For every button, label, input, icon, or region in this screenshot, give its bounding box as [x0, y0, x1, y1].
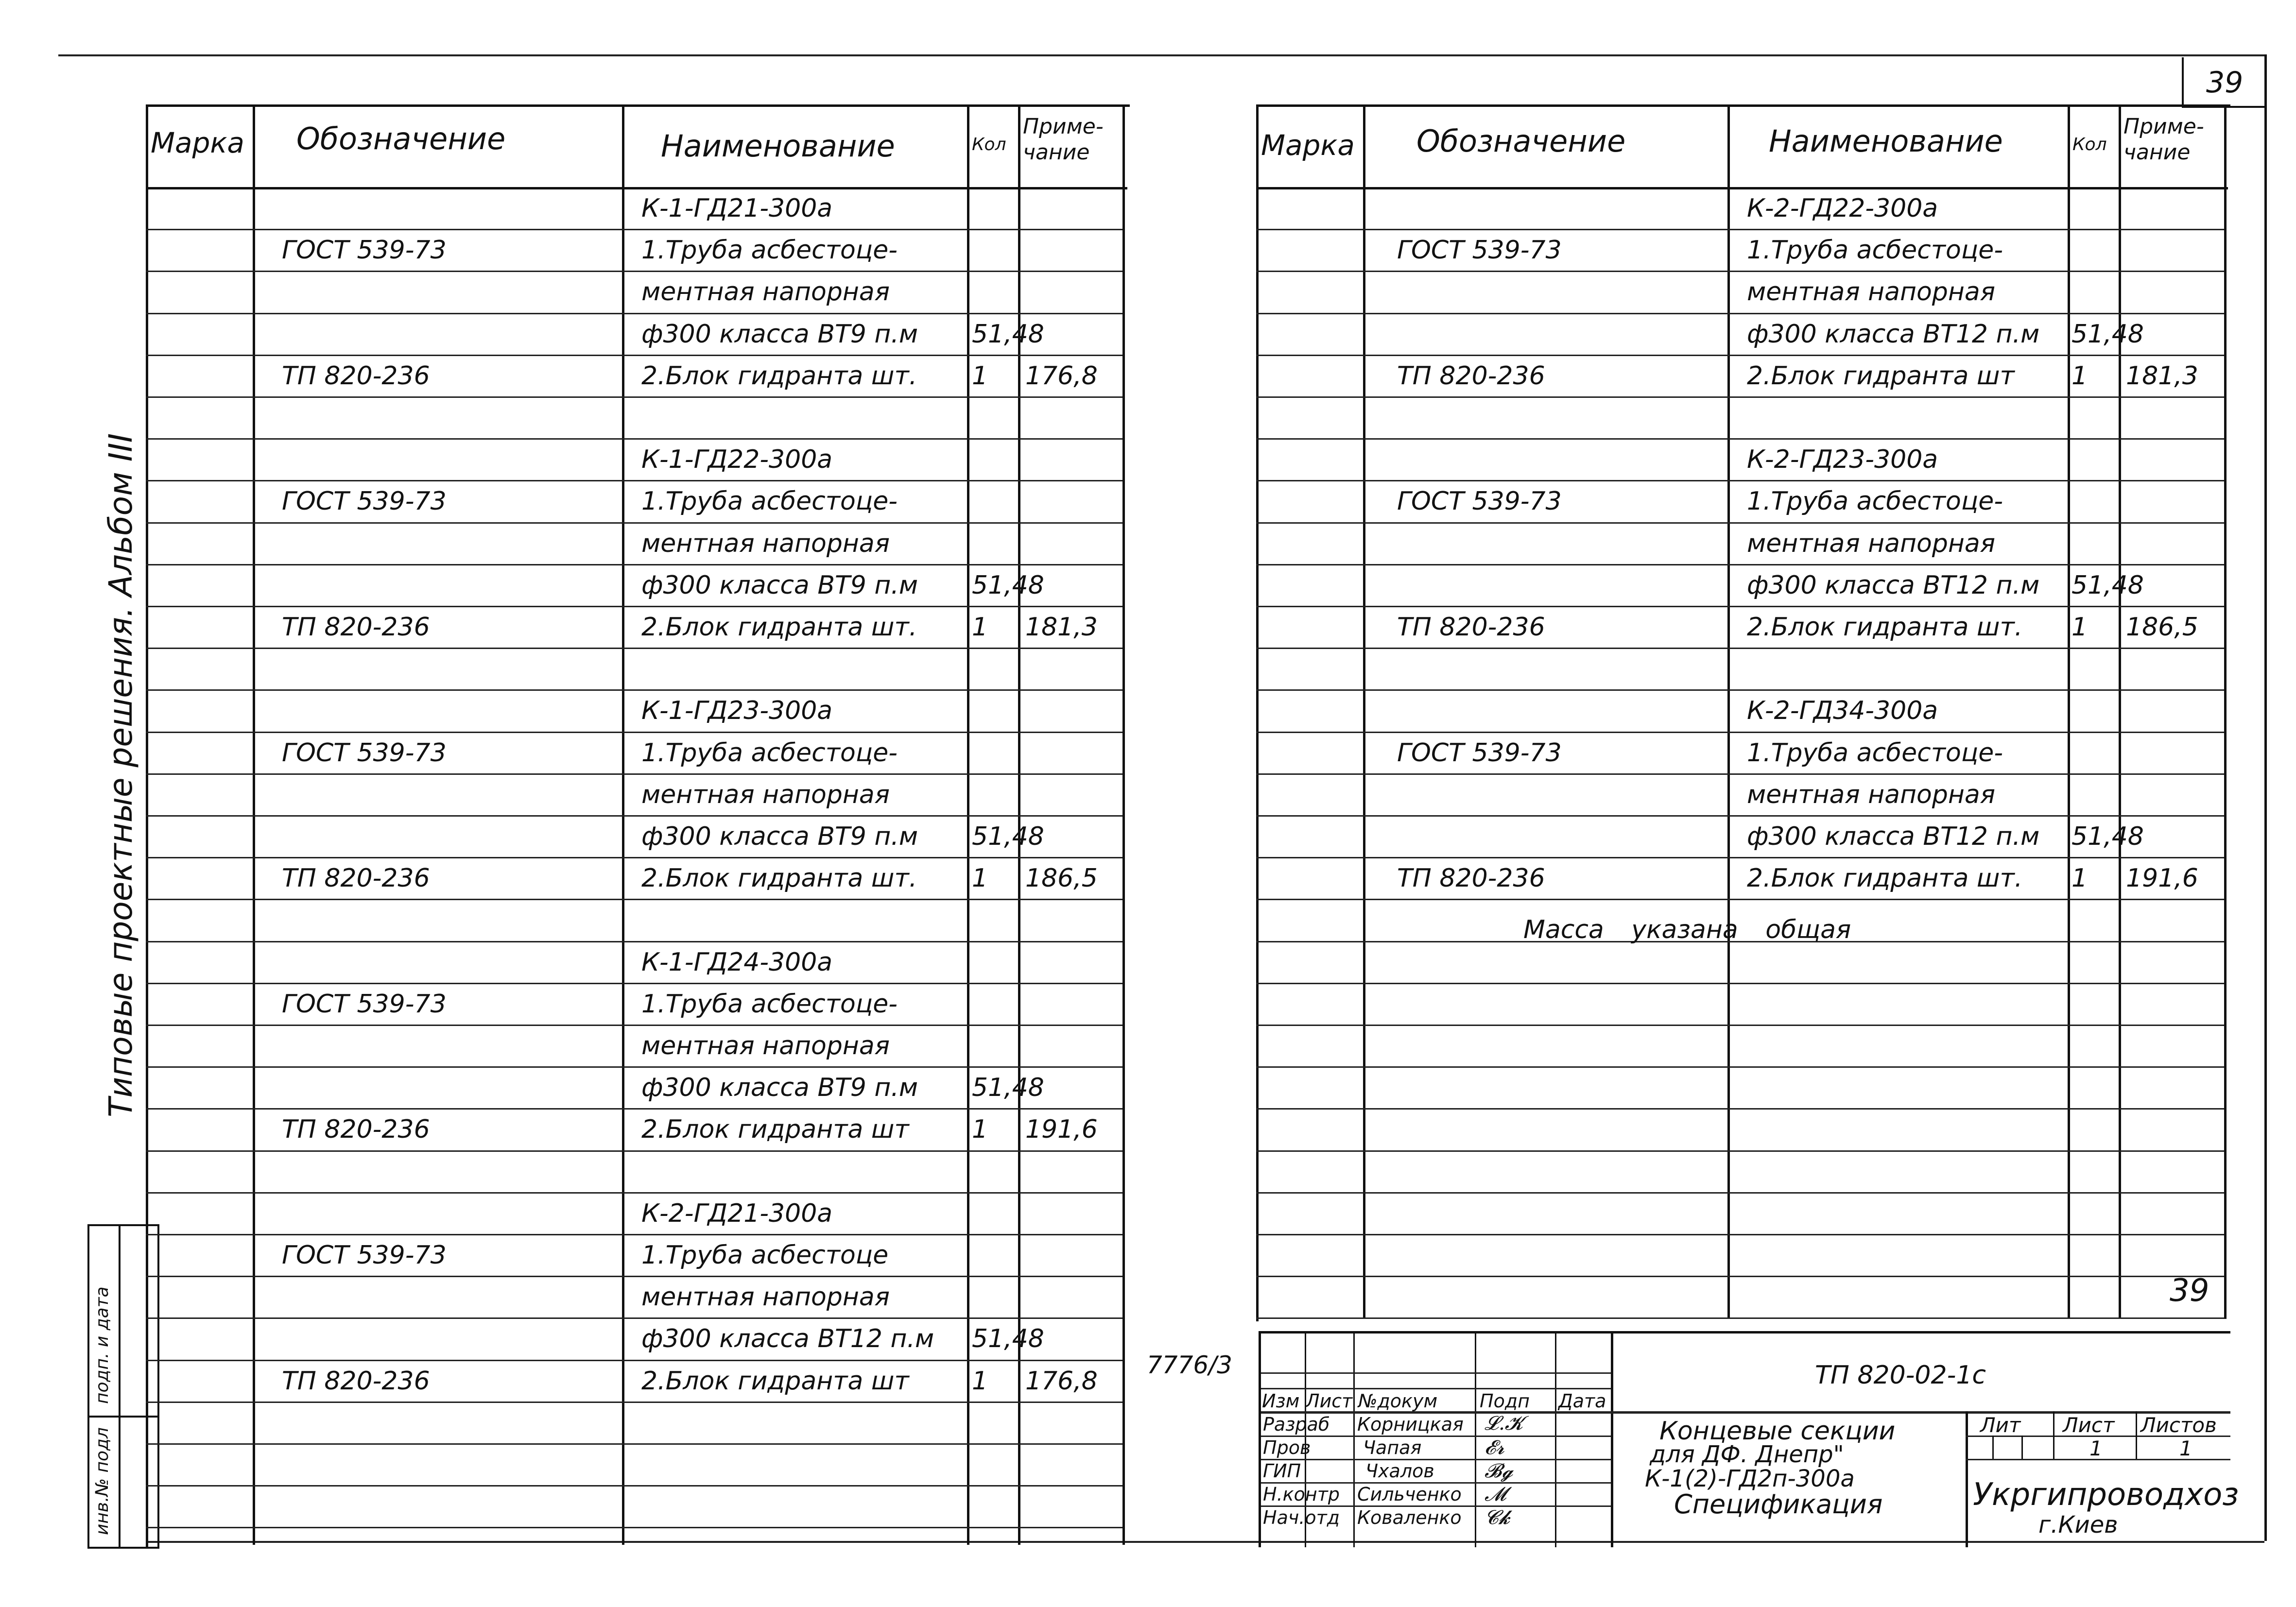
- left-row-line: [146, 1402, 1122, 1403]
- left-qty-cell: 1: [972, 361, 988, 391]
- side-stamp-label-inv: инв.№ подл: [92, 1427, 112, 1535]
- left-name-cell: ф300 класса ВТ9 п.м: [641, 570, 918, 600]
- right-designation-cell: ТП 820-236: [1397, 361, 1545, 391]
- left-row-line: [146, 983, 1122, 984]
- left-name-cell: К-2-ГД21-300а: [641, 1198, 833, 1228]
- signature-3: 𝓑𝓰: [1485, 1460, 1513, 1482]
- left-header-marka: Марка: [151, 126, 244, 159]
- left-row-line: [146, 1108, 1122, 1110]
- right-name-cell: 2.Блок гидранта шт.: [1747, 613, 2023, 642]
- left-name-cell: ментная напорная: [641, 277, 890, 307]
- title-block: [1259, 1331, 2239, 1547]
- right-header-note: Приме- чание: [2123, 114, 2204, 165]
- left-row-line: [146, 857, 1122, 858]
- left-name-cell: 2.Блок гидранта шт.: [641, 864, 917, 893]
- left-row-line: [146, 1443, 1122, 1445]
- right-name-cell: ф300 класса ВТ12 п.м: [1747, 319, 2040, 349]
- right-row-line: [1256, 689, 2224, 691]
- right-row-line: [1256, 522, 2224, 524]
- right-header-designation: Обозначение: [1416, 123, 1626, 159]
- left-name-cell: ментная напорная: [641, 1031, 890, 1060]
- left-qty-cell: 1: [972, 613, 988, 642]
- role-checker: Пров: [1263, 1437, 1311, 1458]
- left-name-cell: 2.Блок гидранта шт.: [641, 361, 917, 391]
- right-spec-table: [1256, 104, 2228, 1319]
- right-designation-cell: ГОСТ 539-73: [1397, 236, 1562, 265]
- right-row-line: [1256, 857, 2224, 858]
- right-note-cell: 181,3: [2126, 361, 2198, 391]
- left-qty-cell: 1: [972, 1366, 988, 1396]
- right-qty-cell: 1: [2072, 613, 2088, 642]
- side-stamp-label-sign: подп. и дата: [92, 1286, 112, 1404]
- right-row-line: [1256, 1192, 2224, 1194]
- right-row-line: [1256, 1108, 2224, 1110]
- right-row-line: [1256, 229, 2224, 230]
- signature-4: 𝓜: [1485, 1483, 1506, 1505]
- left-row-line: [146, 1527, 1122, 1528]
- left-row-line: [146, 396, 1122, 398]
- name-dept-head: Коваленко: [1357, 1507, 1462, 1528]
- right-row-line: [1256, 1150, 2224, 1152]
- left-row-line: [146, 522, 1122, 524]
- left-designation-cell: ТП 820-236: [282, 864, 430, 893]
- right-qty-cell: 51,48: [2072, 319, 2144, 349]
- left-qty-cell: 51,48: [972, 822, 1044, 851]
- left-row-line: [146, 271, 1122, 272]
- left-name-cell: 2.Блок гидранта шт: [641, 1115, 909, 1145]
- right-row-line: [1256, 899, 2224, 900]
- left-qty-cell: 51,48: [972, 570, 1044, 600]
- right-row-line: [1256, 271, 2224, 272]
- left-row-line: [146, 1066, 1122, 1068]
- left-name-cell: 1.Труба асбестоце-: [641, 487, 898, 516]
- name-norm-control: Сильченко: [1357, 1484, 1462, 1505]
- right-name-cell: ф300 класса ВТ12 п.м: [1747, 822, 2040, 851]
- left-row-line: [146, 564, 1122, 565]
- right-name-cell: ментная напорная: [1747, 780, 1996, 809]
- sheet-number: 39: [2206, 66, 2244, 100]
- left-note-cell: 176,8: [1025, 1366, 1098, 1396]
- left-designation-cell: ГОСТ 539-73: [282, 236, 447, 265]
- left-row-line: [146, 1317, 1122, 1319]
- right-name-cell: К-2-ГД34-300а: [1747, 696, 1938, 726]
- right-bottom-number: 39: [2170, 1273, 2210, 1309]
- title-line-3: К-1(2)-ГД2п-300а: [1645, 1465, 1855, 1492]
- left-row-line: [146, 1192, 1122, 1194]
- right-name-cell: К-2-ГД23-300а: [1747, 445, 1938, 475]
- left-row-line: [146, 773, 1122, 775]
- right-note-cell: 191,6: [2126, 864, 2198, 893]
- left-note-cell: 181,3: [1025, 613, 1098, 642]
- right-row-line: [1256, 1025, 2224, 1026]
- left-designation-cell: ГОСТ 539-73: [282, 989, 447, 1019]
- organization: Укргипроводхоз: [1973, 1477, 2239, 1513]
- right-row-line: [1256, 313, 2224, 314]
- left-designation-cell: ГОСТ 539-73: [282, 487, 447, 516]
- right-row-line: [1256, 438, 2224, 440]
- right-qty-cell: 51,48: [2072, 570, 2144, 600]
- left-row-line: [146, 313, 1122, 314]
- name-chief-engineer: Чхалов: [1365, 1460, 1434, 1482]
- left-row-line: [146, 689, 1122, 691]
- margin-note: 7776/3: [1147, 1351, 1232, 1379]
- side-caption: Типовые проектные решения. Альбом III: [102, 433, 139, 1117]
- title-line-1: Концевые секции: [1659, 1417, 1896, 1446]
- sheet-value: 1: [2089, 1436, 2103, 1460]
- title-block-col-date: Дата: [1558, 1390, 1606, 1412]
- left-note-cell: 176,8: [1025, 361, 1098, 391]
- title-block-col-izm: Изм: [1262, 1390, 1300, 1412]
- left-row-line: [146, 606, 1122, 607]
- left-row-line: [146, 229, 1122, 230]
- lit-label: Лит: [1980, 1413, 2021, 1437]
- left-header-designation: Обозначение: [296, 121, 506, 156]
- left-name-cell: 1.Труба асбестоце-: [641, 738, 898, 768]
- right-row-line: [1256, 648, 2224, 649]
- right-qty-cell: 1: [2072, 864, 2088, 893]
- left-note-cell: 186,5: [1025, 864, 1098, 893]
- right-name-cell: 1.Труба асбестоце-: [1747, 487, 2003, 516]
- right-row-line: [1256, 773, 2224, 775]
- right-row-line: [1256, 1276, 2224, 1277]
- left-qty-cell: 51,48: [972, 319, 1044, 349]
- left-name-cell: 1.Труба асбестоце-: [641, 236, 898, 265]
- right-name-cell: К-2-ГД22-300а: [1747, 194, 1938, 223]
- title-line-4: Спецификация: [1674, 1489, 1883, 1520]
- left-name-cell: ф300 класса ВТ12 п.м: [641, 1324, 934, 1354]
- left-row-line: [146, 1360, 1122, 1361]
- left-note-cell: 191,6: [1025, 1115, 1098, 1145]
- sheets-value: 1: [2179, 1436, 2192, 1460]
- right-name-cell: 2.Блок гидранта шт.: [1747, 864, 2023, 893]
- left-name-cell: К-1-ГД22-300а: [641, 445, 833, 475]
- left-row-line: [146, 815, 1122, 817]
- right-designation-cell: ГОСТ 539-73: [1397, 738, 1562, 768]
- left-designation-cell: ТП 820-236: [282, 613, 430, 642]
- right-row-line: [1256, 815, 2224, 817]
- left-name-cell: 1.Труба асбестоце-: [641, 989, 898, 1019]
- doc-code: ТП 820-02-1с: [1815, 1361, 1986, 1390]
- title-block-col-docnum: №докум: [1358, 1390, 1438, 1412]
- right-name-cell: 2.Блок гидранта шт: [1747, 361, 2015, 391]
- left-qty-cell: 1: [972, 864, 988, 893]
- left-designation-cell: ТП 820-236: [282, 1366, 430, 1396]
- left-row-line: [146, 1025, 1122, 1026]
- left-name-cell: ф300 класса ВТ9 п.м: [641, 1073, 918, 1103]
- role-developer: Разраб: [1263, 1414, 1330, 1435]
- name-checker: Чапая: [1363, 1437, 1422, 1458]
- right-row-line: [1256, 1234, 2224, 1235]
- right-designation-cell: ГОСТ 539-73: [1397, 487, 1562, 516]
- left-qty-cell: 51,48: [972, 1073, 1044, 1103]
- left-row-line: [146, 648, 1122, 649]
- right-row-line: [1256, 1066, 2224, 1068]
- left-name-cell: ментная напорная: [641, 1282, 890, 1312]
- left-name-cell: К-1-ГД24-300а: [641, 947, 833, 977]
- right-row-line: [1256, 732, 2224, 733]
- title-line-2: для ДФ. Днепр": [1650, 1441, 1844, 1468]
- left-designation-cell: ТП 820-236: [282, 1115, 430, 1145]
- right-designation-cell: ТП 820-236: [1397, 864, 1545, 893]
- role-dept-head: Нач.отд: [1263, 1507, 1340, 1528]
- right-row-line: [1256, 564, 2224, 565]
- signature-1: 𝓛.𝓚: [1485, 1412, 1523, 1435]
- left-row-line: [146, 480, 1122, 481]
- left-header-name: Наименование: [661, 128, 895, 164]
- left-row-line: [146, 941, 1122, 942]
- right-mass-note: Масса указана общая: [1523, 915, 1851, 945]
- left-name-cell: ф300 класса ВТ9 п.м: [641, 822, 918, 851]
- right-header-qty: Кол: [2072, 135, 2107, 154]
- title-block-col-sign: Подп: [1480, 1390, 1530, 1412]
- left-name-cell: 1.Труба асбестоце: [641, 1241, 889, 1270]
- left-row-line: [146, 1150, 1122, 1152]
- top-border-line: [58, 54, 2264, 56]
- right-name-cell: ментная напорная: [1747, 529, 1996, 558]
- left-row-line: [146, 1276, 1122, 1277]
- left-name-cell: К-1-ГД23-300а: [641, 696, 833, 726]
- right-border-line: [2264, 54, 2267, 1541]
- role-norm-control: Н.контр: [1263, 1484, 1340, 1505]
- right-qty-cell: 51,48: [2072, 822, 2144, 851]
- left-designation-cell: ТП 820-236: [282, 361, 430, 391]
- left-name-cell: К-1-ГД21-300а: [641, 194, 833, 223]
- left-name-cell: ментная напорная: [641, 780, 890, 809]
- role-chief-engineer: ГИП: [1263, 1460, 1301, 1482]
- left-row-line: [146, 899, 1122, 900]
- right-header-marka: Марка: [1261, 129, 1355, 162]
- left-row-line: [146, 1485, 1122, 1487]
- left-name-cell: ментная напорная: [641, 529, 890, 558]
- right-qty-cell: 1: [2072, 361, 2088, 391]
- right-row-line: [1256, 606, 2224, 607]
- left-qty-cell: 1: [972, 1115, 988, 1145]
- right-name-cell: 1.Труба асбестоце-: [1747, 236, 2003, 265]
- left-row-line: [146, 1234, 1122, 1235]
- right-row-line: [1256, 983, 2224, 984]
- left-name-cell: 2.Блок гидранта шт: [641, 1366, 909, 1396]
- right-row-line: [1256, 1317, 2224, 1319]
- left-qty-cell: 51,48: [972, 1324, 1044, 1354]
- right-note-cell: 186,5: [2126, 613, 2198, 642]
- left-name-cell: ф300 класса ВТ9 п.м: [641, 319, 918, 349]
- left-header-qty: Кол: [972, 135, 1006, 154]
- right-name-cell: 1.Труба асбестоце-: [1747, 738, 2003, 768]
- sheet-label: Лист: [2063, 1413, 2115, 1437]
- organization-city: г.Киев: [2038, 1511, 2118, 1539]
- right-designation-cell: ТП 820-236: [1397, 613, 1545, 642]
- left-header-note: Приме- чание: [1023, 114, 1104, 165]
- left-designation-cell: ГОСТ 539-73: [282, 1241, 447, 1270]
- sheets-label: Листов: [2141, 1413, 2217, 1437]
- right-name-cell: ф300 класса ВТ12 п.м: [1747, 570, 2040, 600]
- left-row-line: [146, 732, 1122, 733]
- right-row-line: [1256, 480, 2224, 481]
- signature-5: 𝓒𝓴: [1485, 1506, 1510, 1529]
- left-row-line: [146, 438, 1122, 440]
- signature-2: 𝓔𝓻: [1485, 1436, 1505, 1459]
- left-designation-cell: ГОСТ 539-73: [282, 738, 447, 768]
- left-row-line: [146, 355, 1122, 356]
- right-name-cell: ментная напорная: [1747, 277, 1996, 307]
- name-developer: Корницкая: [1357, 1414, 1464, 1435]
- left-name-cell: 2.Блок гидранта шт.: [641, 613, 917, 642]
- right-row-line: [1256, 396, 2224, 398]
- title-block-col-list: Лист: [1306, 1390, 1353, 1412]
- left-spec-table: [146, 104, 1127, 1545]
- right-row-line: [1256, 355, 2224, 356]
- right-header-name: Наименование: [1769, 123, 2003, 159]
